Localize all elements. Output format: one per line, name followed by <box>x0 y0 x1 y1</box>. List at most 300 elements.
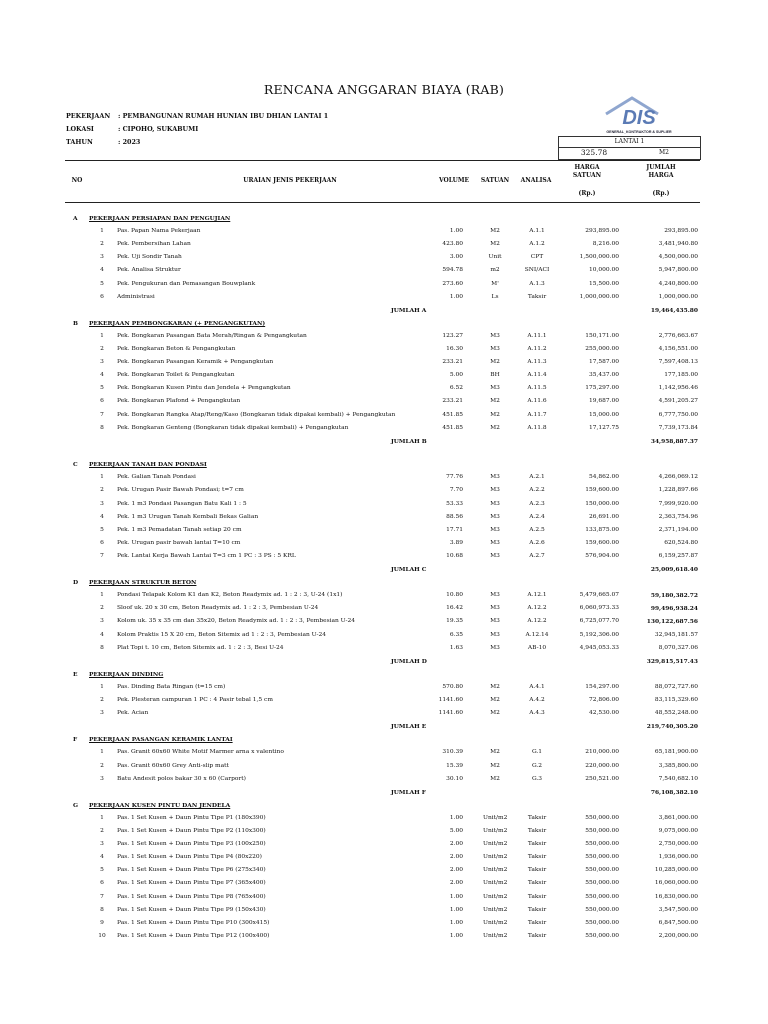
item-volume: 30.10 <box>446 776 463 782</box>
item-jumlah-harga: 1,228,897.66 <box>658 487 698 493</box>
item-jumlah-harga: 83,115,329.60 <box>654 697 698 703</box>
section-total-row <box>65 304 700 317</box>
item-no: 6 <box>100 880 104 886</box>
item-satuan: M3 <box>490 385 500 391</box>
item-volume: 77.76 <box>446 474 463 480</box>
section-total-value: 25,009,618.40 <box>650 566 698 573</box>
item-no: 9 <box>100 920 104 926</box>
item-analisa: Taksir <box>527 294 547 300</box>
item-volume: 423.80 <box>442 241 463 247</box>
item-harga-satuan: 6,725,077.70 <box>579 618 619 624</box>
item-no: 4 <box>100 267 104 273</box>
item-analisa: A.12.2 <box>527 618 547 624</box>
item-jumlah-harga: 6,777,750.00 <box>658 412 698 418</box>
table-row <box>65 291 700 304</box>
item-harga-satuan: 550,000.00 <box>585 841 619 847</box>
table-row <box>65 851 700 864</box>
item-harga-satuan: 54,862.00 <box>589 474 619 480</box>
item-harga-satuan: 17,587.00 <box>589 359 619 365</box>
header-top-rule <box>65 160 700 161</box>
item-analisa: A.2.6 <box>529 540 545 546</box>
item-no: 1 <box>100 684 104 690</box>
item-analisa: Taksir <box>527 828 547 834</box>
item-analisa: A.2.7 <box>529 553 545 559</box>
item-satuan: Unit/m2 <box>483 867 508 873</box>
item-harga-satuan: 159,600.00 <box>585 540 619 546</box>
table-row <box>65 422 700 435</box>
item-volume: 7.70 <box>449 487 463 493</box>
section-total-row <box>65 435 700 448</box>
item-uraian: Sloof uk. 20 x 30 cm, Beton Readymix ad. 1 : 2 : 3, Pembesian U-24 <box>117 605 319 611</box>
item-analisa: A.11.7 <box>527 412 547 418</box>
item-jumlah-harga: 620,524.80 <box>664 540 698 546</box>
item-analisa: A.2.5 <box>529 527 545 533</box>
item-no: 1 <box>100 749 104 755</box>
item-harga-satuan: 26,691.00 <box>589 514 619 520</box>
item-no: 2 <box>100 346 104 352</box>
item-volume: 1.00 <box>449 894 463 900</box>
item-no: 1 <box>100 228 104 234</box>
item-jumlah-harga: 2,371,194.00 <box>658 527 698 533</box>
item-satuan: M3 <box>490 501 500 507</box>
item-volume: 10.80 <box>446 592 463 598</box>
table-row <box>65 825 700 838</box>
item-volume: 3.89 <box>449 540 463 546</box>
item-harga-satuan: 550,000.00 <box>585 920 619 926</box>
item-harga-satuan: 19,687.00 <box>589 398 619 404</box>
item-analisa: A.12.2 <box>527 605 547 611</box>
item-jumlah-harga: 3,547,500.00 <box>658 907 698 913</box>
item-no: 1 <box>100 474 104 480</box>
item-uraian: Pek. Acian <box>117 710 149 716</box>
table-row <box>65 225 700 238</box>
item-satuan: M2 <box>490 241 500 247</box>
item-no: 5 <box>100 527 104 533</box>
item-satuan: Ls <box>491 294 499 300</box>
item-jumlah-harga: 7,999,920.00 <box>658 501 698 507</box>
section-header-row <box>65 317 700 330</box>
item-jumlah-harga: 130,122,687.56 <box>646 618 698 625</box>
section-letter: D <box>73 579 79 586</box>
table-row <box>65 251 700 264</box>
item-harga-satuan: 154,297.00 <box>585 684 619 690</box>
col-header-uraian: URAIAN JENIS PEKERJAAN <box>243 177 337 184</box>
item-analisa: A.11.5 <box>527 385 547 391</box>
item-analisa: Taksir <box>527 815 547 821</box>
section-title: PEKERJAAN DINDING <box>89 671 164 678</box>
item-no: 3 <box>100 254 104 260</box>
item-jumlah-harga: 3,481,940.80 <box>658 241 698 247</box>
table-row <box>65 681 700 694</box>
item-harga-satuan: 10,000.00 <box>589 267 619 273</box>
item-harga-satuan: 175,297.00 <box>585 385 619 391</box>
item-uraian: Pek. Bongkaran Pasangan Bata Merah/Ringan & Pengangkutan <box>117 333 307 339</box>
item-analisa: A.4.2 <box>529 697 545 703</box>
item-jumlah-harga: 7,597,408.13 <box>658 359 698 365</box>
table-row <box>65 471 700 484</box>
item-jumlah-harga: 48,552,248.00 <box>654 710 698 716</box>
item-no: 7 <box>100 894 104 900</box>
item-volume: 1.00 <box>449 815 463 821</box>
item-volume: 2.00 <box>449 854 463 860</box>
item-no: 2 <box>100 828 104 834</box>
item-jumlah-harga: 7,540,682.10 <box>658 776 698 782</box>
item-volume: 1.63 <box>449 645 463 651</box>
item-satuan: M2 <box>490 776 500 782</box>
item-no: 6 <box>100 540 104 546</box>
table-row <box>65 484 700 497</box>
item-satuan: M2 <box>490 710 500 716</box>
item-analisa: A.2.1 <box>529 474 545 480</box>
item-volume: 10.68 <box>446 553 463 559</box>
item-volume: 5.00 <box>449 828 463 834</box>
item-analisa: G.2 <box>531 763 543 769</box>
item-uraian: Pas. 1 Set Kusen + Daun Pintu Tipe P1 (180x390) <box>117 815 266 821</box>
section-total-label: JUMLAH D <box>391 658 427 665</box>
item-no: 7 <box>100 553 104 559</box>
item-no: 1 <box>100 815 104 821</box>
item-harga-satuan: 15,500.00 <box>589 281 619 287</box>
section-title: PEKERJAAN PERSIAPAN DAN PENGUJIAN <box>89 215 231 222</box>
section-header-row <box>65 212 700 225</box>
item-satuan: M3 <box>490 346 500 352</box>
item-jumlah-harga: 4,240,800.00 <box>658 281 698 287</box>
item-uraian: Pas. 1 Set Kusen + Daun Pintu Tipe P4 (80x220) <box>117 854 262 860</box>
item-uraian: Pek. Analisa Struktur <box>117 267 181 273</box>
item-uraian: Pas. Dinding Bata Ringan (t=15 cm) <box>117 684 226 690</box>
item-volume: 451.85 <box>442 425 463 431</box>
item-jumlah-harga: 59,180,382.72 <box>650 592 698 599</box>
section-total-label: JUMLAH E <box>391 723 427 730</box>
meta-value: : PEMBANGUNAN RUMAH HUNIAN IBU DHIAN LANTAI 1 <box>118 112 329 120</box>
item-uraian: Pek. Urugan Pasir Bawah Pondasi; t=7 cm <box>117 487 244 493</box>
item-jumlah-harga: 65,181,900.00 <box>654 749 698 755</box>
item-analisa: G.1 <box>531 749 543 755</box>
table-row <box>65 589 700 602</box>
item-jumlah-harga: 2,363,754.96 <box>658 514 698 520</box>
item-jumlah-harga: 4,500,000.00 <box>658 254 698 260</box>
section-title: PEKERJAAN TANAH DAN PONDASI <box>89 461 207 468</box>
item-satuan: M3 <box>490 618 500 624</box>
table-row <box>65 395 700 408</box>
item-volume: 233.21 <box>442 359 463 365</box>
item-analisa: G.3 <box>531 776 543 782</box>
item-no: 5 <box>100 281 104 287</box>
item-analisa: Taksir <box>527 841 547 847</box>
item-satuan: M2 <box>490 412 500 418</box>
item-satuan: BH <box>490 372 500 378</box>
item-analisa: A.12.14 <box>525 632 549 638</box>
item-harga-satuan: 293,895.00 <box>585 228 619 234</box>
item-harga-satuan: 550,000.00 <box>585 894 619 900</box>
table-row <box>65 864 700 877</box>
table-row <box>65 264 700 277</box>
item-volume: 19.35 <box>446 618 463 624</box>
item-harga-satuan: 150,171.00 <box>585 333 619 339</box>
item-no: 5 <box>100 385 104 391</box>
table-row <box>65 498 700 511</box>
item-harga-satuan: 42,530.00 <box>589 710 619 716</box>
section-total-value: 34,958,887.37 <box>650 438 698 445</box>
table-row <box>65 524 700 537</box>
item-volume: 2.00 <box>449 880 463 886</box>
item-uraian: Pek. Galian Tanah Pondasi <box>117 474 196 480</box>
header-bottom-rule <box>65 202 700 203</box>
item-satuan: M3 <box>490 527 500 533</box>
item-harga-satuan: 35,437.00 <box>589 372 619 378</box>
item-harga-satuan: 8,216.00 <box>592 241 619 247</box>
item-analisa: Taksir <box>527 867 547 873</box>
item-volume: 16.30 <box>446 346 463 352</box>
item-harga-satuan: 210,000.00 <box>585 749 619 755</box>
item-volume: 2.00 <box>449 867 463 873</box>
section-total-row <box>65 563 700 576</box>
item-jumlah-harga: 99,496,938.24 <box>650 605 698 612</box>
item-uraian: Pek. Plesteran campuran 1 PC : 4 Pasir tebal 1,5 cm <box>117 697 273 703</box>
table-row <box>65 917 700 930</box>
meta-value: : 2023 <box>118 138 141 146</box>
section-total-row <box>65 720 700 733</box>
item-no: 10 <box>98 933 106 939</box>
col-header-satuan: SATUAN <box>480 177 510 184</box>
col-header-jumlah: JUMLAH HARGA <box>646 164 676 179</box>
col-header-harga-unit: (Rp.) <box>578 190 596 197</box>
item-analisa: Taksir <box>527 907 547 913</box>
col-header-jumlah-unit: (Rp.) <box>652 190 670 197</box>
item-analisa: A.1.1 <box>529 228 545 234</box>
section-title: PEKERJAAN PEMBONGKARAN (+ PENGANGKUTAN) <box>89 320 266 327</box>
item-analisa: AB-10 <box>527 645 547 651</box>
item-analisa: Taksir <box>527 854 547 860</box>
section-total-value: 19,464,435.80 <box>650 307 698 314</box>
section-total-label: JUMLAH F <box>391 789 426 796</box>
item-satuan: M2 <box>490 749 500 755</box>
item-jumlah-harga: 4,591,205.27 <box>658 398 698 404</box>
table-row <box>65 550 700 563</box>
floor-area-unit: M2 <box>659 149 669 156</box>
section-title: PEKERJAAN STRUKTUR BETON <box>89 579 197 586</box>
item-jumlah-harga: 5,947,800.00 <box>658 267 698 273</box>
item-volume: 233.21 <box>442 398 463 404</box>
section-total-value: 219,740,305.20 <box>646 723 698 730</box>
item-analisa: A.11.8 <box>527 425 547 431</box>
item-jumlah-harga: 16,060,000.00 <box>654 880 698 886</box>
meta-tahun <box>66 138 140 146</box>
item-no: 2 <box>100 241 104 247</box>
item-harga-satuan: 5,192,306.00 <box>579 632 619 638</box>
item-uraian: Pas. Granit 60x60 Grey Anti-slip matt <box>117 763 229 769</box>
section-header-row <box>65 668 700 681</box>
item-no: 3 <box>100 710 104 716</box>
item-satuan: M3 <box>490 540 500 546</box>
item-uraian: Pek. Bongkaran Genteng (Bongkaran tidak dipakai kembali) + Pengangkutan <box>117 425 349 431</box>
item-jumlah-harga: 16,830,000.00 <box>654 894 698 900</box>
section-total-row <box>65 786 700 799</box>
item-no: 8 <box>100 645 104 651</box>
item-no: 2 <box>100 697 104 703</box>
item-volume: 594.78 <box>442 267 463 273</box>
item-uraian: Pas. Papan Nama Pekerjaan <box>117 228 201 234</box>
table-row <box>65 891 700 904</box>
item-uraian: Kolom Praktis 15 X 20 cm, Beton Sitemix ad 1 : 2 : 3, Pembesian U-24 <box>117 632 327 638</box>
item-uraian: Pas. 1 Set Kusen + Daun Pintu Tipe P3 (100x250) <box>117 841 266 847</box>
item-uraian: Pas. 1 Set Kusen + Daun Pintu Tipe P9 (150x430) <box>117 907 266 913</box>
section-title: PEKERJAAN PASANGAN KERAMIK LANTAI <box>89 736 233 743</box>
item-volume: 1.00 <box>449 294 463 300</box>
item-no: 4 <box>100 372 104 378</box>
item-uraian: Pas. 1 Set Kusen + Daun Pintu Tipe P7 (365x400) <box>117 880 266 886</box>
item-no: 8 <box>100 907 104 913</box>
item-satuan: M2 <box>490 684 500 690</box>
item-harga-satuan: 5,479,665.07 <box>579 592 619 598</box>
item-jumlah-harga: 4,156,551.00 <box>658 346 698 352</box>
table-row <box>65 602 700 615</box>
col-header-analisa: ANALISA <box>520 177 552 184</box>
item-no: 4 <box>100 854 104 860</box>
item-jumlah-harga: 177,185.00 <box>664 372 698 378</box>
table-row <box>65 409 700 422</box>
logo-tagline: GENERAL_KONTRAKTOR & SUPLIER <box>606 130 672 134</box>
item-analisa: A.4.3 <box>529 710 545 716</box>
item-jumlah-harga: 2,750,000.00 <box>658 841 698 847</box>
item-volume: 53.33 <box>446 501 463 507</box>
item-volume: 1.00 <box>449 228 463 234</box>
item-uraian: Pek. Pembersihan Lahan <box>117 241 191 247</box>
item-no: 2 <box>100 605 104 611</box>
item-uraian: Pas. 1 Set Kusen + Daun Pintu Tipe P8 (765x400) <box>117 894 266 900</box>
item-no: 3 <box>100 501 104 507</box>
item-harga-satuan: 550,000.00 <box>585 907 619 913</box>
item-satuan: M2 <box>490 359 500 365</box>
col-header-volume: VOLUME <box>438 177 470 184</box>
item-volume: 15.39 <box>446 763 463 769</box>
item-harga-satuan: 4,945,053.33 <box>579 645 619 651</box>
item-analisa: A.11.4 <box>527 372 547 378</box>
table-row <box>65 369 700 382</box>
section-letter: E <box>73 671 78 678</box>
item-harga-satuan: 550,000.00 <box>585 880 619 886</box>
item-satuan: M3 <box>490 632 500 638</box>
item-satuan: M3 <box>490 333 500 339</box>
item-satuan: M3 <box>490 605 500 611</box>
item-uraian: Pek. Bongkaran Kusen Pintu dan Jendela + Pengangkutan <box>117 385 291 391</box>
meta-lokasi <box>66 125 198 133</box>
table-row <box>65 760 700 773</box>
section-total-row <box>65 655 700 668</box>
item-uraian: Pek. Bongkaran Pasangan Keramik + Pengangkutan <box>117 359 274 365</box>
item-uraian: Pek. Lantai Kerja Bawah Lantai T=3 cm 1 PC : 3 PS : 5 KRL <box>117 553 296 559</box>
logo-text: DIS <box>622 107 656 129</box>
col-header-no: NO <box>71 177 83 184</box>
item-jumlah-harga: 3,861,000.00 <box>658 815 698 821</box>
item-uraian: Pas. 1 Set Kusen + Daun Pintu Tipe P12 (100x400) <box>117 933 270 939</box>
item-uraian: Pek. Bongkaran Rangka Atap/Reng/Kaso (Bongkaran tidak dipakai kembali) + Pengangkutan <box>117 412 396 418</box>
item-jumlah-harga: 32,945,181.57 <box>654 632 698 638</box>
item-analisa: A.4.1 <box>529 684 545 690</box>
item-volume: 5.00 <box>449 372 463 378</box>
item-uraian: Pek. 1 m3 Pemadatan Tanah setiap 20 cm <box>117 527 242 533</box>
item-jumlah-harga: 2,776,663.67 <box>658 333 698 339</box>
item-analisa: A.11.1 <box>527 333 547 339</box>
item-analisa: A.1.3 <box>529 281 545 287</box>
floor-area: 325.78 <box>580 148 608 157</box>
table-row <box>65 746 700 759</box>
item-satuan: Unit/m2 <box>483 907 508 913</box>
item-jumlah-harga: 9,075,000.00 <box>658 828 698 834</box>
item-no: 6 <box>100 294 104 300</box>
item-volume: 16.42 <box>446 605 463 611</box>
item-volume: 273.60 <box>442 281 463 287</box>
item-harga-satuan: 72,806.00 <box>589 697 619 703</box>
item-jumlah-harga: 6,847,500.00 <box>658 920 698 926</box>
table-row <box>65 511 700 524</box>
item-harga-satuan: 255,000.00 <box>585 346 619 352</box>
meta-key: TAHUN <box>66 138 93 146</box>
item-satuan: M3 <box>490 592 500 598</box>
item-volume: 1141.60 <box>438 697 463 703</box>
item-satuan: Unit/m2 <box>483 894 508 900</box>
item-harga-satuan: 1,000,000.00 <box>579 294 619 300</box>
item-harga-satuan: 550,000.00 <box>585 815 619 821</box>
item-volume: 123.27 <box>442 333 463 339</box>
table-row <box>65 707 700 720</box>
table-row <box>65 356 700 369</box>
item-uraian: Pek. Pengukuran dan Pemasangan Bouwplank <box>117 281 256 287</box>
item-no: 3 <box>100 359 104 365</box>
table-row <box>65 537 700 550</box>
item-uraian: Pondasi Telapak Kolom K1 dan K2, Beton Readymix ad. 1 : 2 : 3, U-24 (1x1) <box>117 592 343 598</box>
table-row <box>65 930 700 943</box>
item-harga-satuan: 150,000.00 <box>585 501 619 507</box>
item-no: 2 <box>100 487 104 493</box>
item-volume: 6.52 <box>449 385 463 391</box>
table-row <box>65 838 700 851</box>
section-header-row <box>65 576 700 589</box>
floor-area-box <box>558 147 701 160</box>
item-volume: 1141.60 <box>438 710 463 716</box>
item-no: 5 <box>100 867 104 873</box>
item-uraian: Pas. 1 Set Kusen + Daun Pintu Tipe P6 (275x340) <box>117 867 266 873</box>
item-harga-satuan: 1,500,000.00 <box>579 254 619 260</box>
item-jumlah-harga: 7,739,173.84 <box>658 425 698 431</box>
item-analisa: A.12.1 <box>527 592 547 598</box>
table-row <box>65 629 700 642</box>
item-no: 2 <box>100 763 104 769</box>
item-volume: 451.85 <box>442 412 463 418</box>
item-uraian: Kolom uk. 35 x 35 cm dan 35x20, Beton Readymix ad. 1 : 2 : 3, Pembesian U-24 <box>117 618 356 624</box>
floor-label: LANTAI 1 <box>614 138 645 145</box>
item-harga-satuan: 133,875.00 <box>585 527 619 533</box>
item-volume: 1.00 <box>449 920 463 926</box>
item-jumlah-harga: 1,142,956.46 <box>658 385 698 391</box>
item-analisa: Taksir <box>527 933 547 939</box>
item-jumlah-harga: 293,895.00 <box>664 228 698 234</box>
item-satuan: M3 <box>490 645 500 651</box>
item-no: 4 <box>100 514 104 520</box>
meta-pekerjaan <box>66 112 328 120</box>
item-analisa: A.2.3 <box>529 501 545 507</box>
section-title: PEKERJAAN KUSEN PINTU DAN JENDELA <box>89 802 231 809</box>
item-uraian: Pek. 1 m3 Urugan Tanah Kembali Bekas Galian <box>117 514 259 520</box>
item-volume: 3.00 <box>449 254 463 260</box>
table-row <box>65 238 700 251</box>
item-volume: 310.39 <box>442 749 463 755</box>
item-satuan: M' <box>491 281 499 287</box>
table-row <box>65 278 700 291</box>
item-satuan: Unit/m2 <box>483 933 508 939</box>
table-row <box>65 904 700 917</box>
item-satuan: M3 <box>490 553 500 559</box>
